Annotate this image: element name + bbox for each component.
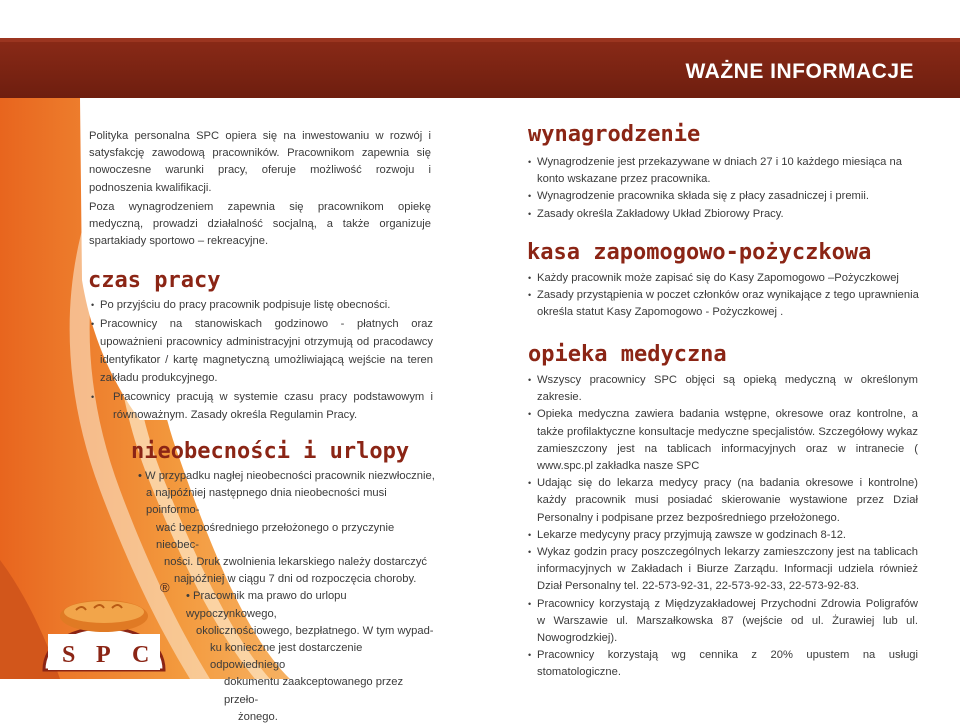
list-item: • Wynagrodzenie jest przekazywane w dniach 27 i 10 każdego miesiąca na konto wskazane przez pracownika. — [528, 154, 920, 188]
text-line: najpóźniej w ciągu 7 dni od rozpoczęcia choroby. — [174, 573, 417, 586]
page-title: WAŻNE INFORMACJE — [685, 60, 914, 83]
logo-letter-s: S — [62, 642, 76, 668]
heading-wynagrodzenie: wynagrodzenie — [528, 122, 701, 147]
spc-logo — [40, 574, 168, 674]
list-item: • Po przyjściu do pracy pracownik podpisuje listę obecności. — [91, 297, 433, 314]
logo-letter-p: P — [96, 642, 111, 668]
text-line: wać bezpośredniego przełożonego o przyczynie nieobec- — [156, 521, 395, 551]
list-item: • Wykaz godzin pracy poszczególnych lekarzy zamieszczony jest na tablicach informacyjnych w Zakładach i Biurze Zarządu. Informacji udziela również Dział Personalny tel. 22-573-92-31, 22-573-92-33, 22-573-92-83. — [528, 544, 918, 596]
text-line: dokumentu zaakceptowanego przez przeło- — [224, 676, 404, 706]
list-item: • Każdy pracownik może zapisać się do Kasy Zapomogowo –Pożyczkowej — [528, 270, 920, 287]
text-line: okolicznościowego, bezpłatnego. W tym wypad- — [196, 624, 434, 637]
list-item: • Zasady określa Zakładowy Układ Zbiorowy Pracy. — [528, 206, 920, 223]
list-item: • Pracownicy korzystają z Międzyzakładowej Przychodni Zdrowia Poligrafów w Warszawie ul. Marszałkowska 87 (wejście od ul. Żurawiej lub ul. Nowogrodzkiej). — [528, 596, 918, 648]
kasa-list — [528, 270, 920, 322]
list-item: • Pracownicy na stanowiskach godzinowo - płatnych oraz upoważnieni pracownicy administracyjni otrzymują od pracodawcy identyfikator / kartę magnetyczną umożliwiającą wejście na teren zakładu produkcyjnego. — [91, 316, 433, 387]
heading-opieka: opieka medyczna — [528, 342, 727, 367]
heading-nieobecnosci: nieobecności i urlopy — [131, 439, 410, 464]
list-item: • Opieka medyczna zawiera badania wstępne, okresowe oraz kontrolne, a także profilaktyczne konsultacje medyczne specjalistów. Szczegółowy wykaz zamieszczony jest na tablicach informacyjnych oraz w intranecie ( www.spc.pl zakładka nasze SPC — [528, 406, 918, 475]
list-item: • Wszyscy pracownicy SPC objęci są opieką medyczną w określonym zakresie. — [528, 372, 918, 406]
czas-pracy-list — [91, 297, 433, 425]
text-line: żonego. — [238, 710, 278, 723]
opieka-list — [528, 372, 918, 682]
heading-kasa: kasa zapomogowo-pożyczkowa — [527, 240, 872, 265]
heading-czas-pracy: czas pracy — [88, 268, 221, 293]
text-line: a najpóźniej następnego dnia nieobecności musi poinformo- — [146, 487, 387, 517]
list-item: • Zasady przystąpienia w poczet członków oraz wynikające z tego uprawnienia określa statut Kasy Zapomogowo - Pożyczkowej . — [528, 287, 920, 321]
intro-paragraph-1: Polityka personalna SPC opiera się na inwestowaniu w rozwój i satysfakcję zawodową pracowników. Pracownikom zapewnia się nowoczesne warunki pracy, oferuje możliwość rozwoju i podnoszenia kwalifikacji. — [89, 130, 431, 194]
list-item: • Pracownicy korzystają wg cennika z 20% upustem na usługi stomatologiczne. — [528, 647, 918, 681]
intro-paragraph-2: Poza wynagrodzeniem zapewnia się pracownikom opiekę medyczną, prowadzi działalność socjalną, a także organizuje spartakiady sportowo – rekreacyjne. — [89, 200, 431, 248]
text-line: ności. Druk zwolnienia lekarskiego należy dostarczyć — [164, 556, 428, 569]
nieobecnosci-text — [130, 468, 440, 726]
text-line: ku konieczne jest dostarczenie odpowiedniego — [210, 642, 363, 672]
text-line: • W przypadku nagłej nieobecności pracownik niezwłocznie, — [138, 470, 435, 482]
wynagrodzenie-list — [528, 154, 920, 223]
logo-letter-c: C — [132, 642, 150, 668]
list-item: • Pracownicy pracują w systemie czasu pracy podstawowym i równoważnym. Zasady określa Regulamin Pracy. — [91, 389, 433, 425]
text-line: • Pracownik ma prawo do urlopu wypoczynkowego, — [186, 590, 347, 620]
list-item: • Udając się do lekarza medycy pracy (na badania okresowe i kontrolne) każdy pracownik musi posiadać skierowanie wystawione przez Dział Personalny i podpisane przez bezpośredniego przełożonego. — [528, 475, 918, 527]
list-item: • Lekarze medycyny pracy przyjmują zawsze w godzinach 8-12. — [528, 527, 918, 544]
list-item: • Wynagrodzenie pracownika składa się z płacy zasadniczej i premii. — [528, 188, 920, 205]
registered-mark: ® — [160, 580, 170, 595]
intro-text — [89, 128, 431, 250]
